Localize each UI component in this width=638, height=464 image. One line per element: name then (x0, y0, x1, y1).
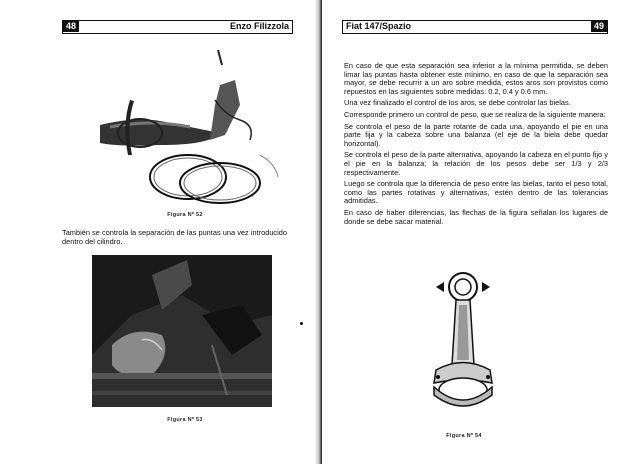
left-header (62, 20, 293, 34)
paragraph-1: En caso de que esta separación sea inferior a la mínima permitida, se deben limar las puntas hasta obtener este mínimo, en caso de que la separación sea mayor, se debe recurrir a un aro sobre medida, estos aros son provistos como repuestos en las siguientes sobre medidas: 0.2, 0.4 y 0.6 mm. (344, 61, 608, 96)
left-header-title: Enzo Filizzola (229, 21, 289, 31)
paragraph-5: Se controla el peso de la parte alternativa, apoyando la cabeza en el punto fijo y el pie en la balanza; la relación de los pesos debe ser 1/3 y 2/3 respectivamente. (344, 150, 608, 177)
right-page (322, 0, 638, 464)
right-page-number: 49 (591, 21, 607, 32)
right-header (342, 20, 608, 34)
right-body-text (344, 62, 608, 229)
left-page-number: 48 (63, 21, 79, 32)
paragraph-7: En caso de haber diferencias, las flechas de la figura señalan los lugares de donde se debe sacar material. (344, 207, 608, 226)
left-page (0, 0, 318, 464)
paragraph-3: Corresponde primero un control de peso, que se realiza de la siguiente manera: (344, 109, 606, 119)
figure-54-connecting-rod-drawing (418, 265, 508, 415)
right-header-title: Fiat 147/Spazio (346, 21, 412, 31)
paragraph-6: Luego se controla que la diferencia de peso entre las bielas, tanto el peso total, como las partes rotativas y alternativas, estén dentro de las tolerancias admitidas. (344, 179, 608, 206)
left-paragraph: También se controla la separación de las puntas una vez introducido dentro del cilindro. (62, 228, 287, 246)
paragraph-4: Se controla el peso de la parte rotante de cada una, apoyando el pie en una parte fija y la cabeza sobre una balanza (el eje de la biela debe quedar horizontal). (344, 121, 608, 148)
figure-52-piston-rings-photo (100, 45, 300, 205)
paragraph-2: Una vez finalizado el control de los aros, se debe controlar las bielas. (344, 98, 571, 108)
figure-54-caption: Figura Nº 54 (446, 433, 482, 439)
figure-52-caption: Figura Nº 52 (167, 212, 203, 218)
figure-53-cylinder-check-photo (92, 255, 272, 407)
scan-speck (300, 322, 303, 325)
figure-53-caption: Figura Nº 53 (167, 417, 203, 423)
